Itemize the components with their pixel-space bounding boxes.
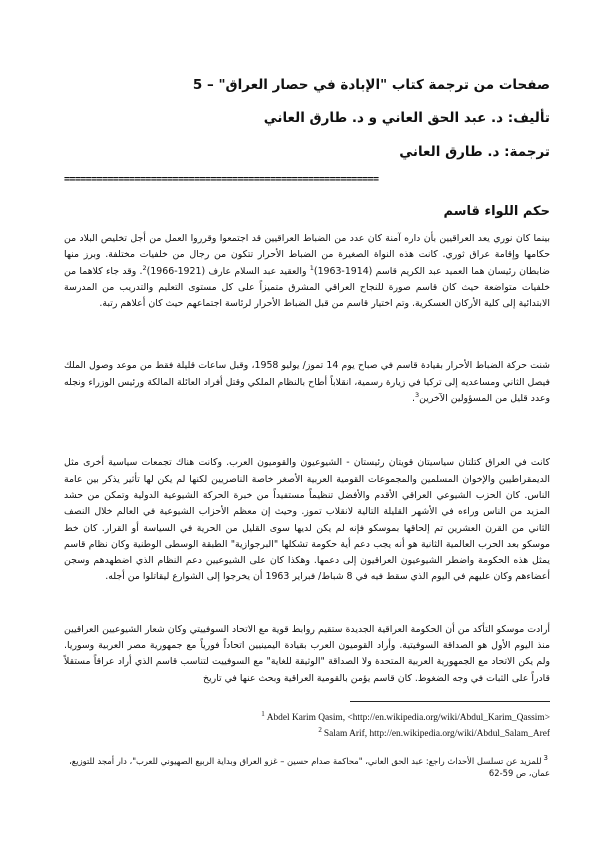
footnote-ref-1[interactable]: 1 — [309, 263, 314, 272]
separator-rule: ========================================================== — [64, 174, 379, 185]
paragraph-2-text: شنت حركة الضباط الأحرار بقيادة قاسم في صباح يوم 14 تموز/ يوليو 1958، وقبل ساعات قليلة فقط من موعد وصول الملك فيصل الثاني ومساعديه إلى تركيا في زيارة رسمية، انقلاباً أطاح بالنظام الملكي وقتل أفراد العائلة المالكة ورئيس الوزراء ونجله وعدد قليل من المسؤولين الآخرين — [64, 360, 550, 405]
paragraph-4: أرادت موسكو التأكد من أن الحكومة العراقية الجديدة ستقيم روابط قوية مع الاتحاد السوفييتي وكان شعار الشيوعيين العراقيين منذ اليوم الأول هو الصداقة السوفيتية. وأراد القوميون العرب بقيادة اليمينيين اتحاداً فورياً مع جمهورية مصر العربية وسوريا. ولم يكن الاتحاد مع الجمهورية العربية المتحدة ولا الصداقة "الوثيقة للغاية" مع السوفييت لتناسب قاسم الذي أراد عراقاً مستقلاً قادراً على الثبات في وجه الضغوط. كان قاسم يؤمن بالقومية العراقية وبحث عنها في تاريخ — [64, 623, 550, 684]
footnote-3 — [64, 752, 550, 779]
footnote-2-text[interactable]: Salam Arif, http://en.wikipedia.org/wiki/Abdul_Salam_Aref — [323, 729, 550, 740]
paragraph-1-end: . وقد جاء كلاهما من خلفيات متواضعة حيث كان قاسم صورة للنجاح العراقي المشرق متميزاً على كل مستوى التعليم والتدريب من المدرسة الابتدائية إلى كلية الأركان العسكرية. وتم اختيار قاسم من قبل الضباط الأحرار لرئاسة اجتماعهم حيث كان أعلاهم رتبة. — [64, 265, 550, 310]
footnote-divider — [350, 701, 550, 702]
footnote-3-number: 3 — [543, 754, 548, 763]
footnote-1-number: 1 — [261, 709, 265, 718]
footnote-ref-3[interactable]: 3 — [414, 390, 420, 399]
paragraph-1-mid: والعقيد عبد السلام عارف (1921-1966) — [146, 265, 310, 277]
footnote-1 — [64, 708, 550, 724]
footnote-1-text[interactable]: Abdel Karim Qasim, <http://en.wikipedia.org/wiki/Abdul_Karim_Qassim> — [266, 713, 550, 724]
paragraph-1 — [64, 231, 550, 312]
footnote-ref-2[interactable]: 2 — [142, 263, 147, 272]
author-line: تأليف: د. عبد الحق العاني و د. طارق العاني — [263, 110, 550, 126]
document-title: صفحات من ترجمة كتاب "الإبادة في حصار العراق" – 5 — [192, 77, 550, 93]
paragraph-3: كانت في العراق كتلتان سياسيتان قويتان رئيستان - الشيوعيون والقوميون العرب. وكانت هناك تجمعات سياسية أخرى مثل الديمقراطيين والإخوان المسلمين والمجموعات القومية العربية الأصغر خاصة الناصريين لكنها لم يكن لها تأثير يذكر بين عامة الناس. كان الحزب الشيوعي العراقي الأقدم والأفضل تنظيماً مستفيداً من خبرة الحركة الشيوعية الدولية وتمكن من حشد المزيد من الناس وراءه في الأشهر القليلة التالية لانقلاب تموز. وحيث إن معظم الأحزاب الشيوعية في العالم خلال النصف الثاني من القرن العشرين تم إلحاقها بموسكو فإنه لم يكن لديها سوى القليل من الحرية في السياسة أو القرار. كان خط موسكو بعد الحرب العالمية الثانية هو أنه يجب دعم أية حكومة تشكلها "البرجوازية" الطبقة الوسطى الوطنية وكان نظام قاسم يمثل هذه الحكومة واضطر الشيوعيون العراقيون إلى دعمها. وهكذا كان على الشيوعيين دعم النظام الذي اضطهدهم وسجن أعضاءهم وكان عليهم في اليوم الذي سقط فيه في 8 شباط/ فبراير 1963 أن يخرجوا إلى الشوارع ليقاتلوا من أجله. — [64, 457, 550, 583]
footnote-2-number: 2 — [318, 726, 322, 735]
paragraph-1-text: بينما كان نوري يعد العراقيين بأن داره آمنة كان عدد من الضباط العراقيين قد اجتمعوا وقرروا العمل من أجل تخليص البلاد من حكامها وإقامة عراق ثوري. كانت هذه النواة الصغيرة من الضباط الأحرار تتكون من رجال من خلفيات مختلفة. وبرز منها ضابطان رئيسان هما العميد عبد الكريم قاسم (1914-1963) — [64, 233, 550, 277]
section-heading: حكم اللواء قاسم — [443, 204, 550, 219]
footnote-3-text: للمزيد عن تسلسل الأحداث راجع: عبد الحق العاني، "محاكمة صدام حسين – غزو العراق وبداية الربيع الصهيوني للعرب"، دار أمجد للتوزيع، عمان، ص 59-62 — [69, 755, 550, 778]
document-page — [64, 70, 550, 779]
paragraph-2-end: . — [411, 393, 415, 405]
paragraph-2 — [64, 358, 550, 407]
footnote-2 — [64, 724, 550, 740]
translator-line: ترجمة: د. طارق العاني — [399, 144, 550, 160]
